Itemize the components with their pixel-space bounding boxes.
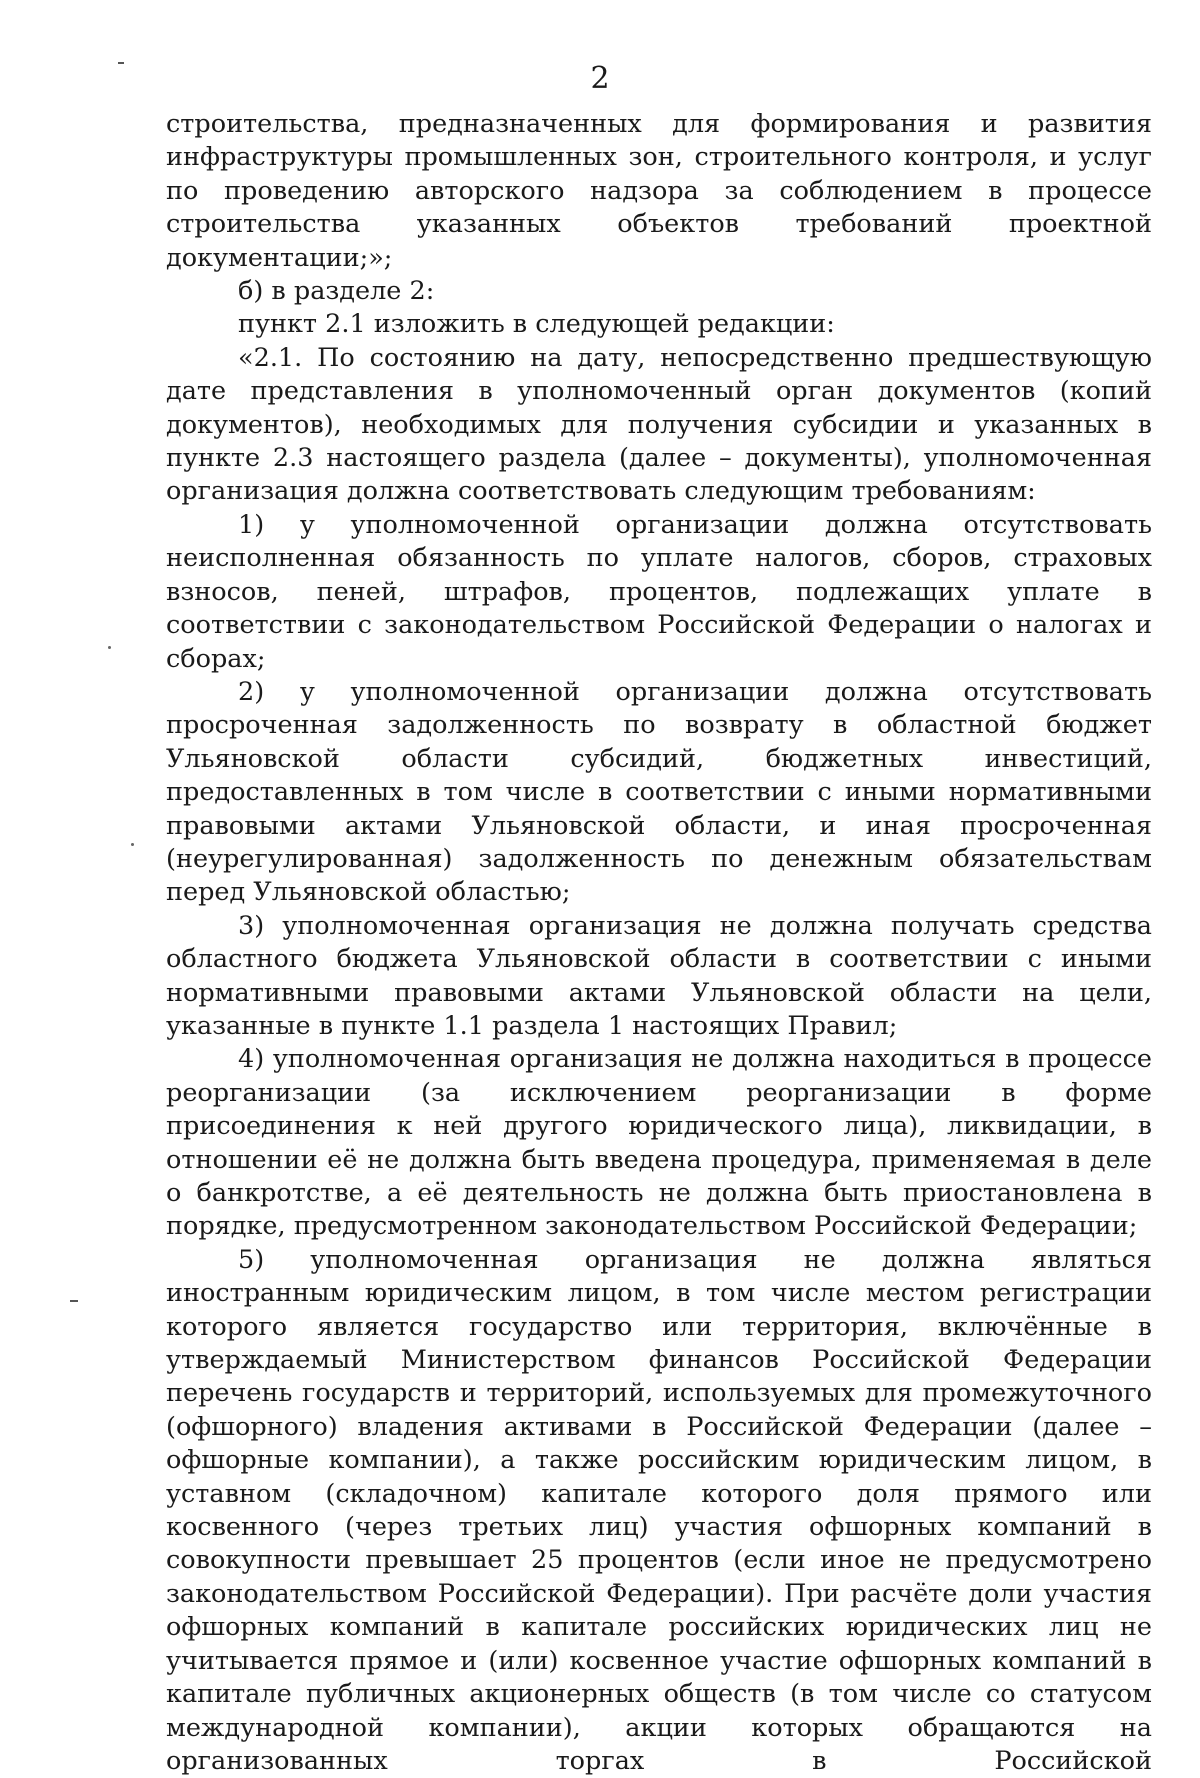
scan-dot xyxy=(131,843,134,846)
paragraph-subitem-b: б) в разделе 2: xyxy=(238,276,435,307)
scan-mark xyxy=(70,1300,78,1302)
paragraph-requirement-2: 2) у уполномоченной организации должна отсутствовать просроченная задолженность по возврату в областной бюджет Ульяновской области субсидий, бюджетных инвестиций, предоставленных в том числе в соответствии с иными нормативными правовыми актами Ульяновской области, и иная просроченная (неурегулированная) задолженность по денежным обязательствам перед Ульяновской областью; xyxy=(166,676,1152,908)
paragraph-instruction: пункт 2.1 изложить в следующей редакции: xyxy=(238,309,835,340)
document-body xyxy=(166,108,1152,1778)
paragraph-clause-2-1: «2.1. По состоянию на дату, непосредственно предшествующую дате представления в уполномоченный орган документов (копий документов), необходимых для получения субсидии и указанных в пункте 2.3 настоящего раздела (далее – документы), уполномоченная организация должна соответствовать следующим требованиям: xyxy=(166,342,1152,507)
paragraph-requirement-4: 4) уполномоченная организация не должна находиться в процессе реорганизации (за исключением реорганизации в форме присоединения к ней другого юридического лица), ликвидации, в отношении её не должна быть введена процедура, применяемая в деле о банкротстве, а её деятельность не должна быть приостановлена в порядке, предусмотренном законодательством Российской Федерации; xyxy=(166,1044,1152,1242)
paragraph-requirement-1: 1) у уполномоченной организации должна отсутствовать неисполненная обязанность по уплате налогов, сборов, страховых взносов, пеней, штрафов, процентов, подлежащих уплате в соответствии с законодательством Российской Федерации о налогах и сборах; xyxy=(166,509,1152,674)
scan-mark xyxy=(118,62,124,64)
paragraph-continuation: строительства, предназначенных для формирования и развития инфраструктуры промышленных зон, строительного контроля, и услуг по проведению авторского надзора за соблюдением в процессе строительства указанных объектов требований проектной документации;»; xyxy=(166,109,1152,273)
page-number: 2 xyxy=(590,61,610,96)
paragraph-requirement-3: 3) уполномоченная организация не должна получать средства областного бюджета Ульяновской области в соответствии с иными нормативными правовыми актами Ульяновской области на цели, указанные в пункте 1.1 раздела 1 настоящих Правил; xyxy=(166,910,1152,1041)
scan-dot xyxy=(108,646,111,649)
paragraph-requirement-5: 5) уполномоченная организация не должна являться иностранным юридическим лицом, в том числе местом регистрации которого является государство или территория, включённые в утверждаемый Министерством финансов Российской Федерации перечень государств и территорий, используемых для промежуточного (офшорного) владения активами в Российской Федерации (далее – офшорные компании), а также российским юридическим лицом, в уставном (складочном) капитале которого доля прямого или косвенного (через третьих лиц) участия офшорных компаний в совокупности превышает 25 процентов (если иное не предусмотрено законодательством Российской Федерации). При расчёте доли участия офшорных компаний в капитале российских юридических лиц не учитывается прямое и (или) косвенное участие офшорных компаний в капитале публичных акционерных обществ (в том числе со статусом международной компании), акции которых обращаются на организованных торгах в Российской xyxy=(166,1244,1152,1776)
